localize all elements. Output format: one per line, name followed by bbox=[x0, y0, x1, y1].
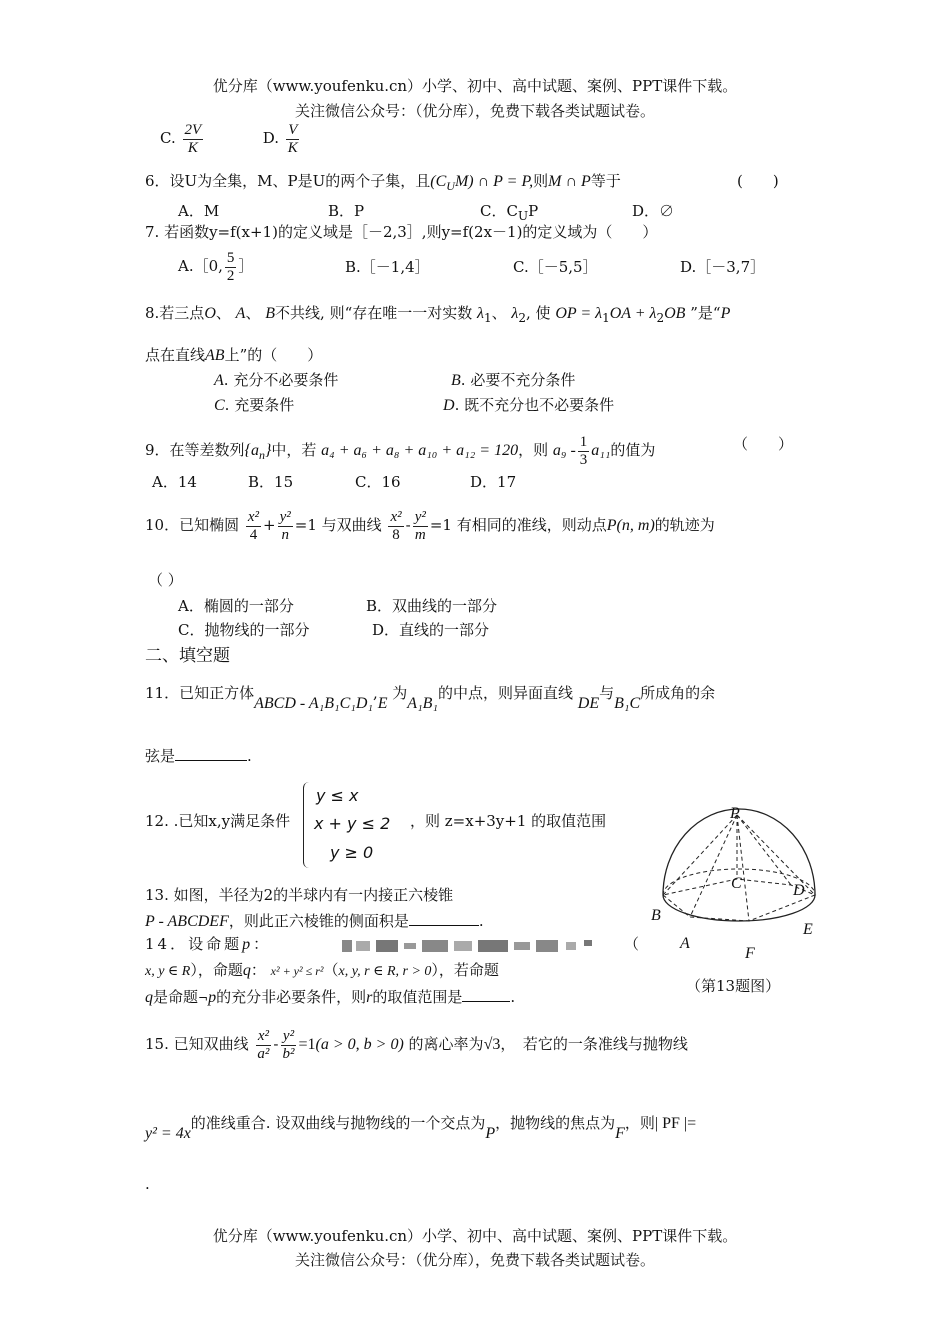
q12-constraint-2: x + y ≤ 2 bbox=[314, 814, 391, 833]
q14-line1: 14．设命题p： bbox=[145, 935, 272, 953]
header-line-2: 关注微信公众号：（优分库），免费下载各类试题试卷。 bbox=[294, 102, 655, 120]
q6-optC: C．$C_UP$ bbox=[480, 202, 539, 223]
q5-options bbox=[160, 122, 302, 156]
q6-stem: 6．设U为全集，M、P是U的两个子集，且$(C_UM)$ ∩ P = P,则M ∩ P等于 bbox=[145, 172, 621, 193]
q8-line2: 点在直线AB上”的（ ） bbox=[145, 346, 323, 364]
q5-optC-frac: $\frac{2V}{K}$ bbox=[184, 122, 202, 156]
q14-paren-open: （ bbox=[624, 935, 640, 953]
q14-line2: x, y ∈ R），命题q： x² + y² ≤ r²（x, y, r ∈ R, r > 0），若命题 bbox=[145, 961, 499, 979]
q8-optA: A. 充分不必要条件 bbox=[214, 371, 339, 389]
q5-optC-label: C. bbox=[160, 129, 176, 147]
fig-label-P: P bbox=[730, 805, 740, 822]
q13-line1: 13. 如图，半径为2的半球内有一内接正六棱锥 bbox=[145, 886, 454, 904]
q8-optC: C. 充要条件 bbox=[214, 396, 295, 414]
q7-optA: A.［0, $\frac{5}{2}$ ］ bbox=[178, 250, 254, 284]
q13-line2: P - ABCDEF，则此正六棱锥的侧面积是 . bbox=[145, 912, 484, 930]
q14-answer-blank[interactable] bbox=[462, 987, 510, 1002]
q6-optB: B．P bbox=[328, 202, 365, 220]
fig-label-A: A bbox=[680, 935, 690, 952]
q7-stem: 7. 若函数y=f(x+1)的定义域是［－2,3］,则y=f(2x－1)的定义域为（ ） bbox=[145, 223, 658, 241]
q10-optA: A．椭圆的一部分 bbox=[178, 597, 294, 615]
fig-label-E: E bbox=[803, 921, 813, 938]
q13-figure bbox=[645, 805, 825, 965]
q8-optB: B. 必要不充分条件 bbox=[451, 371, 576, 389]
q8-stem: 8.若三点O、 A、 B不共线, 则“存在唯一一对实数 $\lambda_1$、 $\lambda_2$, 使 OP = $\lambda_1OA + \lambda_2OB$ ”是“P bbox=[145, 304, 731, 325]
section-fill-in-title: 二、填空题 bbox=[145, 646, 230, 666]
q7-optB: B.［－1,4］ bbox=[345, 258, 430, 276]
q13-figure-caption: （第13题图） bbox=[686, 977, 781, 995]
q10-optC: C．抛物线的一部分 bbox=[178, 621, 310, 639]
q11-stem: 11．已知正方体ABCD - A₁B₁C₁D₁,E 为A₁B₁的中点，则异面直线 DE与B₁C所成角的余 bbox=[145, 684, 716, 712]
q15-stem: 15. 已知双曲线 $\frac{\text{x²}}{\text{a²}}$ - $\frac{\text{y²}}{\text{b²}}$ =1(a > 0, b > 0) 的离心率为√3， 若它的一条准线与抛物线 bbox=[145, 1028, 688, 1062]
q5-optD-frac: $\frac{V}{K}$ bbox=[287, 122, 298, 156]
q9-stem: 9．在等差数列$\{a_n\}$中，若 a₄ + a₆ + a₈ + a₁₀ + a₁₂ = 120，则 a₉ - $\frac{1}{3}$ a₁₁的值为 bbox=[145, 434, 656, 468]
fig-label-D: D bbox=[793, 882, 805, 899]
q14-line3: q是命题¬p的充分非必要条件，则r的取值范围是 . bbox=[145, 988, 516, 1006]
q7-optC: C.［－5,5］ bbox=[513, 258, 598, 276]
footer-line-1: 优分库（www.youfenku.cn）小学、初中、高中试题、案例、PPT课件下载。 bbox=[212, 1227, 738, 1245]
fig-label-F: F bbox=[745, 945, 755, 962]
q6-paren: ( ) bbox=[737, 172, 779, 190]
fig-label-B: B bbox=[651, 907, 661, 924]
q15-end: . bbox=[145, 1175, 150, 1193]
q11-line2: 弦是 . bbox=[145, 747, 252, 765]
q10-stem: 10．已知椭圆 $\frac{\text{x²}}{4}$ + $\frac{\text{y²}}{n}$ =1 与双曲线 $\frac{\text{x²}}{8}$ - $\frac{\text{y²}}{m}$ =1 有相同的准线，则动点P(n, m)的轨迹为 bbox=[145, 509, 715, 543]
q6-optD: D．∅ bbox=[632, 202, 675, 220]
q7-optD: D.［－3,7］ bbox=[680, 258, 766, 276]
header-line-1: 优分库（www.youfenku.cn）小学、初中、高中试题、案例、PPT课件下载。 bbox=[212, 77, 738, 95]
q12-constraint-3: y ≥ 0 bbox=[330, 843, 374, 862]
q9-optB: B．15 bbox=[248, 473, 294, 491]
q8-optD: D. 既不充分也不必要条件 bbox=[443, 396, 615, 414]
fig-label-C: C bbox=[731, 875, 742, 892]
q12-tail: ，则 z=x+3y+1 的取值范围 bbox=[410, 812, 607, 830]
q12-brace bbox=[303, 782, 312, 868]
pyramid-edges bbox=[663, 815, 815, 921]
q9-optC: C．16 bbox=[355, 473, 401, 491]
q14-garbled-formula bbox=[340, 938, 610, 954]
q12-constraint-1: y ≤ x bbox=[316, 786, 359, 805]
q10-optD: D．直线的一部分 bbox=[372, 621, 490, 639]
q15-line2: y² = 4x的准线重合. 设双曲线与抛物线的一个交点为P，抛物线的焦点为F，则| PF |= bbox=[145, 1114, 697, 1142]
q13-answer-blank[interactable] bbox=[409, 911, 479, 926]
q11-answer-blank[interactable] bbox=[175, 746, 247, 761]
q5-optD-label: D. bbox=[262, 129, 279, 147]
q10-paren: （ ） bbox=[148, 571, 183, 589]
q9-paren: （ ） bbox=[733, 435, 794, 453]
q10-optB: B．双曲线的一部分 bbox=[366, 597, 498, 615]
q12-stem: 12. .已知x,y满足条件 bbox=[145, 812, 291, 830]
q9-optD: D．17 bbox=[470, 473, 517, 491]
q9-optA: A．14 bbox=[152, 473, 197, 491]
footer-line-2: 关注微信公众号：（优分库），免费下载各类试题试卷。 bbox=[294, 1251, 655, 1269]
q6-optA: A．M bbox=[178, 202, 220, 220]
